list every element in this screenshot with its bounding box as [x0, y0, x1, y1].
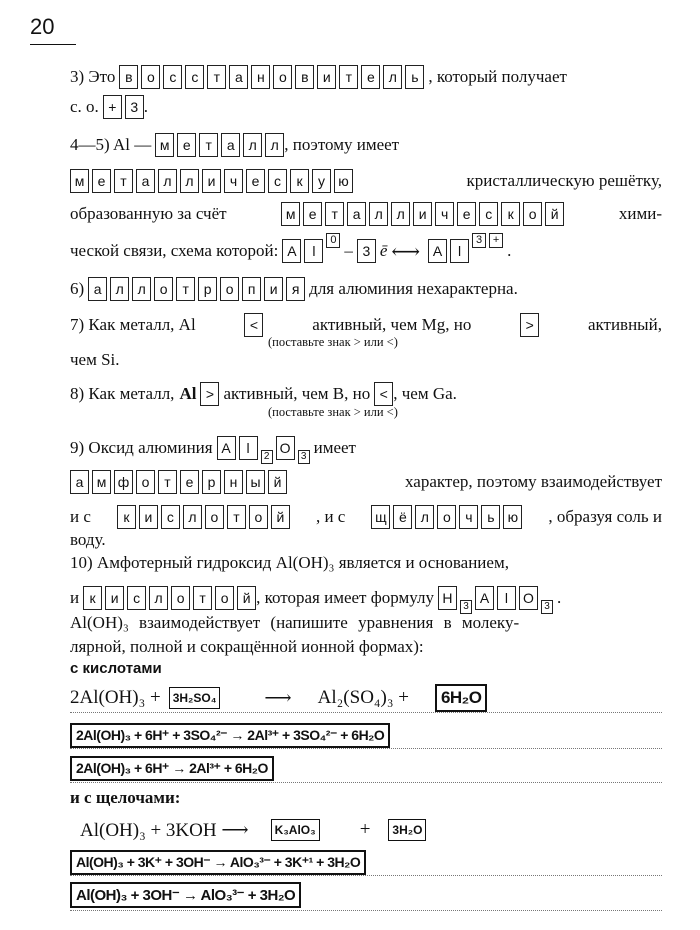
letter-box[interactable]: м: [155, 133, 174, 157]
letter-box[interactable]: l: [497, 586, 516, 610]
task-3-oxidation: [70, 93, 148, 121]
answer-word-acid[interactable]: [83, 586, 256, 610]
answer-sign-1[interactable]: [200, 382, 219, 406]
letter-box[interactable]: 3: [472, 233, 486, 248]
letter-box[interactable]: ю: [334, 169, 353, 193]
answer-word-metallic[interactable]: [70, 169, 353, 193]
text: 6): [70, 279, 85, 298]
letter-box[interactable]: к: [290, 169, 309, 193]
text: , образуя соль и: [548, 507, 662, 526]
letter-box[interactable]: л: [158, 169, 177, 193]
alkali-full-ionic-row: [70, 848, 366, 876]
answer-formula-h3alo3[interactable]: [438, 586, 553, 610]
letter-box[interactable]: а: [136, 169, 155, 193]
letter-box[interactable]: 3: [125, 95, 144, 119]
letter-box[interactable]: л: [383, 65, 402, 89]
letter-box[interactable]: р: [202, 470, 221, 494]
text: и с: [70, 507, 91, 526]
letter-box[interactable]: о: [220, 277, 239, 301]
letter-box[interactable]: l: [304, 239, 323, 263]
text: Al(OH)₃ взаимодействует (напишите уравнения в молеку-: [70, 613, 520, 632]
text: Al: [179, 384, 197, 403]
task-9-line3: [70, 503, 662, 531]
text: .: [556, 588, 562, 607]
task-4-5-scheme: [70, 234, 512, 265]
letter-box[interactable]: й: [268, 470, 287, 494]
letter-box[interactable]: 3: [298, 450, 310, 464]
task-4-5-line3: [70, 200, 662, 228]
text: +: [359, 819, 371, 840]
text: 4—5) Al —: [70, 135, 152, 154]
letter-box[interactable]: O: [519, 586, 538, 610]
text: ческой связи, схема которой:: [70, 241, 279, 260]
task-4-5: [70, 131, 399, 159]
letter-box[interactable]: ч: [435, 202, 454, 226]
letter-box[interactable]: A: [475, 586, 494, 610]
letter-box[interactable]: о: [437, 505, 456, 529]
letter-box[interactable]: й: [545, 202, 564, 226]
text: с. о.: [70, 97, 99, 116]
section-label: с кислотами: [70, 659, 162, 677]
letter-box[interactable]: а: [221, 133, 240, 157]
text: –: [344, 241, 353, 260]
letter-box[interactable]: к: [501, 202, 520, 226]
letter-box[interactable]: а: [88, 277, 107, 301]
answer-line: [70, 712, 662, 713]
text: , чем Ga.: [393, 384, 457, 403]
answer-scheme-left[interactable]: [282, 234, 340, 263]
text: активный, чем Mg, но: [312, 315, 472, 334]
arrow: ⟶: [264, 687, 292, 709]
letter-box[interactable]: ё: [393, 505, 412, 529]
letter-box[interactable]: 3: [357, 239, 376, 263]
letter-box[interactable]: е: [303, 202, 322, 226]
task-8: [70, 380, 457, 408]
text: характер, поэтому взаимодействует: [405, 472, 662, 491]
hint-note: (поставьте знак > или <): [268, 405, 398, 419]
letter-box[interactable]: м: [281, 202, 300, 226]
letter-box[interactable]: в: [119, 65, 138, 89]
alkalis-label: [70, 784, 180, 812]
letter-box[interactable]: т: [339, 65, 358, 89]
letter-box[interactable]: A: [217, 436, 236, 460]
letter-box[interactable]: а: [347, 202, 366, 226]
text: , и с: [315, 507, 346, 526]
letter-box[interactable]: а: [229, 65, 248, 89]
answer-word-metallic-bond[interactable]: [281, 202, 564, 226]
letter-box[interactable]: ч: [459, 505, 478, 529]
letter-box[interactable]: е: [361, 65, 380, 89]
task-10-line1: [70, 549, 509, 577]
letter-box[interactable]: т: [114, 169, 133, 193]
letter-box[interactable]: о: [136, 470, 155, 494]
alkali-equation: [70, 816, 426, 844]
electron-symbol: ē: [379, 241, 388, 260]
answer-line: [70, 875, 662, 876]
letter-box[interactable]: 3: [460, 600, 472, 614]
letter-box[interactable]: 2: [261, 450, 273, 464]
letter-box[interactable]: л: [391, 202, 410, 226]
letter-box[interactable]: с: [479, 202, 498, 226]
letter-box[interactable]: <: [244, 313, 263, 337]
task-9-line2: [70, 468, 662, 496]
letter-box[interactable]: о: [205, 505, 224, 529]
text: 8) Как металл,: [70, 384, 175, 403]
letter-box[interactable]: е: [246, 169, 265, 193]
letter-box[interactable]: A: [428, 239, 447, 263]
letter-box[interactable]: и: [413, 202, 432, 226]
letter-box[interactable]: л: [243, 133, 262, 157]
answer-word-amphoteric[interactable]: [70, 470, 287, 494]
text: 10) Амфотерный гидроксид Al(OH)₃ является и основанием,: [70, 553, 509, 572]
task-7-cont: [70, 346, 120, 374]
answer-reagent[interactable]: 3H₂SO₄: [169, 687, 221, 709]
letter-box[interactable]: к: [83, 586, 102, 610]
letter-box[interactable]: l: [450, 239, 469, 263]
section-label: и с щелочами:: [70, 788, 181, 807]
alkali-short-ionic-row: [70, 881, 301, 909]
letter-box[interactable]: е: [457, 202, 476, 226]
acids-label: [70, 654, 162, 682]
text: имеет: [313, 438, 356, 457]
text: чем Si.: [70, 350, 120, 369]
letter-box[interactable]: с: [127, 586, 146, 610]
letter-box[interactable]: т: [158, 470, 177, 494]
letter-box[interactable]: с: [185, 65, 204, 89]
letter-box[interactable]: т: [176, 277, 195, 301]
letter-box[interactable]: о: [215, 586, 234, 610]
letter-box[interactable]: о: [249, 505, 268, 529]
letter-box[interactable]: л: [265, 133, 284, 157]
letter-box[interactable]: т: [227, 505, 246, 529]
letter-box[interactable]: т: [325, 202, 344, 226]
letter-box[interactable]: л: [110, 277, 129, 301]
letter-box[interactable]: ь: [481, 505, 500, 529]
answer-sign-2[interactable]: [374, 382, 393, 406]
answer-word-reducer[interactable]: [119, 65, 424, 89]
text: активный, чем B, но: [223, 384, 371, 403]
letter-box[interactable]: о: [523, 202, 542, 226]
answer-word-alkali[interactable]: [371, 505, 522, 529]
task-3: [70, 63, 567, 91]
letter-box[interactable]: о: [171, 586, 190, 610]
answer-product[interactable]: K₃AlO₃: [271, 819, 320, 841]
letter-box[interactable]: т: [207, 65, 226, 89]
letter-box[interactable]: м: [92, 470, 111, 494]
letter-box[interactable]: й: [237, 586, 256, 610]
letter-box[interactable]: >: [520, 313, 539, 337]
text: 7) Как металл, Al: [70, 315, 196, 334]
answer-short-ionic-equation[interactable]: 2Al(OH)₃ + 6H⁺ → 2Al³⁺ + 6H₂O: [70, 756, 274, 781]
letter-box[interactable]: у: [312, 169, 331, 193]
letter-box[interactable]: +: [103, 95, 122, 119]
text: 3) Это: [70, 67, 116, 86]
text: , которая имеет формулу: [256, 588, 434, 607]
answer-short-ionic-equation[interactable]: Al(OH)₃ + 3OH⁻ → AlO₃³⁻ + 3H₂O: [70, 882, 301, 908]
text: активный,: [587, 315, 662, 334]
answer-scheme-right[interactable]: [428, 234, 503, 263]
letter-box[interactable]: о: [141, 65, 160, 89]
letter-box[interactable]: с: [161, 505, 180, 529]
letter-box[interactable]: щ: [371, 505, 390, 529]
task-6: [70, 275, 518, 303]
text: Al₂(SO₄)₃ +: [317, 687, 409, 708]
text: и: [70, 588, 80, 607]
letter-box[interactable]: л: [149, 586, 168, 610]
letter-box[interactable]: и: [202, 169, 221, 193]
answer-word-allotropy[interactable]: [88, 277, 305, 301]
text: для алюминия нехарактерна.: [309, 279, 518, 298]
page-number: 20: [30, 14, 55, 39]
answer-full-ionic-equation[interactable]: 2Al(OH)₃ + 6H⁺ + 3SO₄²⁻ → 2Al³⁺ + 3SO₄²⁻ + 6H₂O: [70, 723, 390, 748]
text: хими-: [618, 204, 662, 223]
letter-box[interactable]: с: [163, 65, 182, 89]
task-4-5-line2: [70, 167, 662, 195]
letter-box[interactable]: и: [317, 65, 336, 89]
letter-box[interactable]: л: [369, 202, 388, 226]
letter-box[interactable]: H: [438, 586, 457, 610]
letter-box[interactable]: р: [198, 277, 217, 301]
letter-box[interactable]: й: [271, 505, 290, 529]
letter-box[interactable]: ч: [224, 169, 243, 193]
letter-box[interactable]: л: [415, 505, 434, 529]
answer-line: [70, 910, 662, 911]
letter-box[interactable]: и: [264, 277, 283, 301]
letter-box[interactable]: е: [177, 133, 196, 157]
acid-short-ionic-row: [70, 754, 274, 782]
text: .: [143, 97, 149, 116]
letter-box[interactable]: A: [282, 239, 301, 263]
hint-note: (поставьте знак > или <): [268, 335, 398, 349]
answer-oxidation-state[interactable]: [103, 95, 144, 119]
answer-sign-1[interactable]: [244, 313, 263, 337]
letter-box[interactable]: н: [224, 470, 243, 494]
letter-box[interactable]: т: [199, 133, 218, 157]
letter-box[interactable]: а: [70, 470, 89, 494]
letter-box[interactable]: я: [286, 277, 305, 301]
page-number-underline: [30, 44, 76, 45]
letter-box[interactable]: ы: [246, 470, 265, 494]
answer-formula-al2o3[interactable]: [217, 436, 310, 460]
letter-box[interactable]: т: [193, 586, 212, 610]
letter-box[interactable]: в: [295, 65, 314, 89]
answer-full-ionic-equation[interactable]: Al(OH)₃ + 3K⁺ + 3OH⁻ → AlO₃³⁻ + 3K⁺¹ + 3H₂O: [70, 850, 366, 875]
letter-box[interactable]: л: [132, 277, 151, 301]
letter-box[interactable]: и: [105, 586, 124, 610]
task-10-line2: [70, 584, 561, 612]
text: лярной, полной и сокращённой ионной формах):: [70, 637, 424, 656]
letter-box[interactable]: п: [242, 277, 261, 301]
answer-word-metal[interactable]: [155, 133, 284, 157]
acid-full-ionic-row: [70, 721, 390, 749]
text: 2Al(OH)₃ +: [70, 687, 161, 708]
letter-box[interactable]: ю: [503, 505, 522, 529]
letter-box[interactable]: 0: [326, 233, 340, 248]
answer-word-acid[interactable]: [117, 505, 290, 529]
answer-electrons[interactable]: [357, 239, 376, 263]
letter-box[interactable]: л: [183, 505, 202, 529]
answer-water[interactable]: 3H₂O: [388, 819, 426, 841]
letter-box[interactable]: ф: [114, 470, 133, 494]
task-9: [70, 434, 356, 462]
text: , который получает: [428, 67, 567, 86]
text: , поэтому имеет: [284, 135, 400, 154]
letter-box[interactable]: O: [276, 436, 295, 460]
letter-box[interactable]: ь: [405, 65, 424, 89]
text: воду.: [70, 530, 106, 549]
letter-box[interactable]: +: [489, 233, 503, 248]
text: .: [507, 241, 512, 260]
equilibrium-arrow: ⟷: [391, 240, 421, 263]
letter-box[interactable]: е: [92, 169, 111, 193]
letter-box[interactable]: к: [117, 505, 136, 529]
letter-box[interactable]: 3: [541, 600, 553, 614]
letter-box[interactable]: о: [273, 65, 292, 89]
letter-box[interactable]: м: [70, 169, 89, 193]
text: Al(OH)₃ + 3KOH ⟶: [80, 819, 249, 841]
letter-box[interactable]: н: [251, 65, 270, 89]
text: образованную за счёт: [70, 204, 227, 223]
answer-line: [70, 748, 662, 749]
letter-box[interactable]: >: [200, 382, 219, 406]
letter-box[interactable]: l: [239, 436, 258, 460]
answer-water[interactable]: 6H₂O: [435, 684, 488, 712]
letter-box[interactable]: о: [154, 277, 173, 301]
answer-line: [70, 782, 662, 783]
answer-sign-2[interactable]: [520, 313, 539, 337]
letter-box[interactable]: с: [268, 169, 287, 193]
letter-box[interactable]: <: [374, 382, 393, 406]
text: кристаллическую решётку,: [466, 171, 662, 190]
letter-box[interactable]: л: [180, 169, 199, 193]
text: 9) Оксид алюминия: [70, 438, 213, 457]
letter-box[interactable]: и: [139, 505, 158, 529]
acid-equation: [70, 684, 487, 712]
letter-box[interactable]: е: [180, 470, 199, 494]
